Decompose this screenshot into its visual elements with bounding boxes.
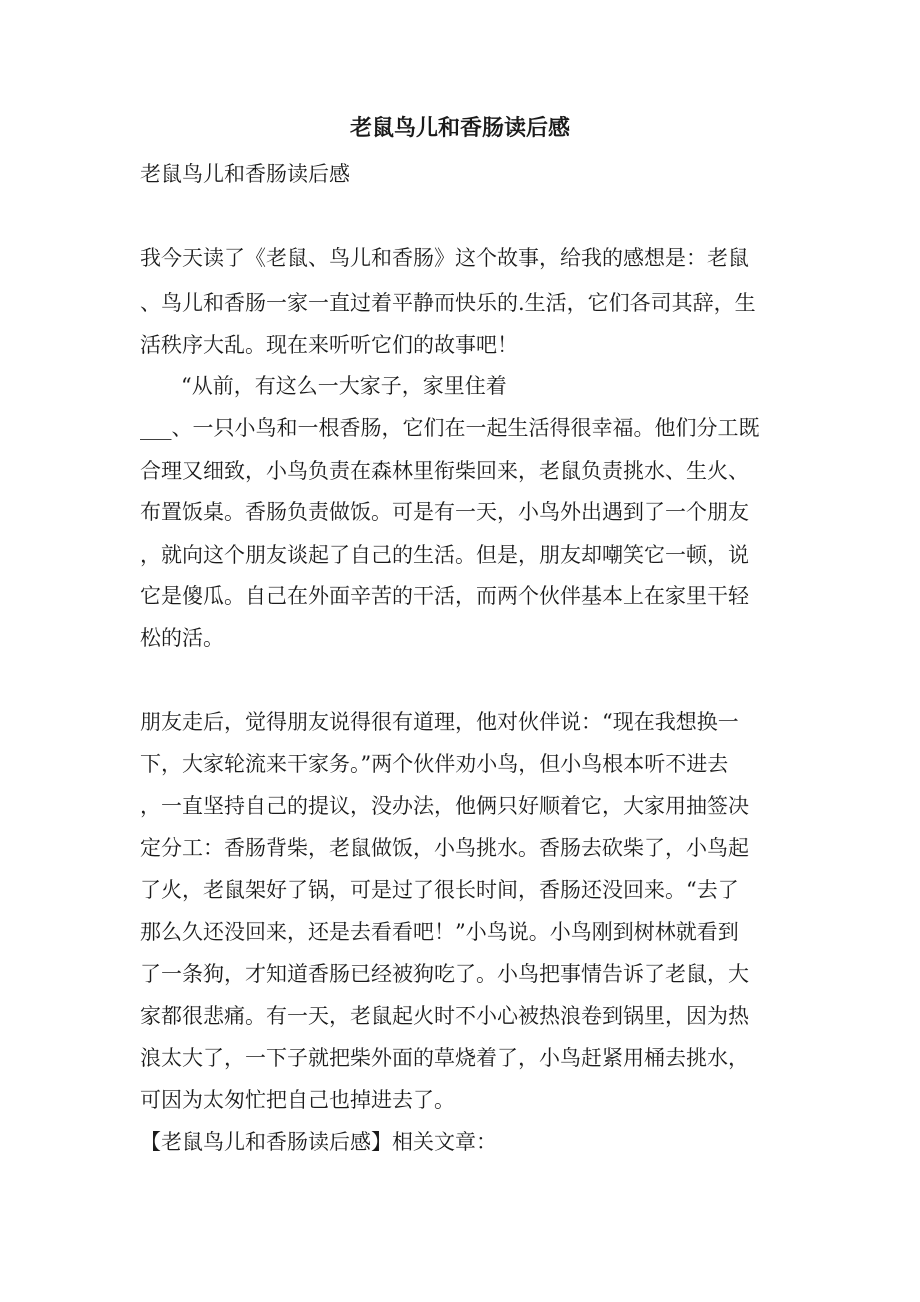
paragraph-3-line-3: ，一直坚持自己的提议，没办法，他俩只好顺着它，大家用抽签决 xyxy=(140,794,749,818)
paragraph-3-line-7: 了一条狗，才知道香肠已经被狗吃了。小鸟把事情告诉了老鼠，大 xyxy=(140,962,749,986)
paragraph-3-line-1: 朋友走后，觉得朋友说得很有道理，他对伙伴说：“现在我想换一 xyxy=(140,710,739,734)
paragraph-3-line-8: 家都很悲痛。有一天，老鼠起火时不小心被热浪卷到锅里，因为热 xyxy=(140,1004,749,1028)
paragraph-3-line-5: 了火，老鼠架好了锅，可是过了很长时间，香肠还没回来。“去了 xyxy=(140,878,739,902)
document-subtitle: 老鼠鸟儿和香肠读后感 xyxy=(140,162,350,186)
paragraph-1-line-2: 、鸟儿和香肠一家一直过着平静而快乐的.生活，它们各司其辞，生 xyxy=(140,291,756,315)
related-articles-heading: 【老鼠鸟儿和香肠读后感】相关文章： xyxy=(140,1130,497,1154)
paragraph-3-line-2: 下，大家轮流来干家务。”两个伙伴劝小鸟，但小鸟根本听不进去 xyxy=(140,752,729,776)
paragraph-1-line-1: 我今天读了《老鼠、鸟儿和香肠》这个故事，给我的感想是：老鼠 xyxy=(140,246,749,270)
paragraph-3-line-4: 定分工：香肠背柴，老鼠做饭，小鸟挑水。香肠去砍柴了，小鸟起 xyxy=(140,836,749,860)
paragraph-2-line-7: 松的活。 xyxy=(140,626,224,650)
paragraph-2-line-2: ___、一只小鸟和一根香肠，它们在一起生活得很幸福。他们分工既 xyxy=(140,416,760,440)
paragraph-2-line-4: 布置饭桌。香肠负责做饭。可是有一天，小鸟外出遇到了一个朋友 xyxy=(140,500,749,524)
paragraph-3-line-9: 浪太大了，一下子就把柴外面的草烧着了，小鸟赶紧用桶去挑水， xyxy=(140,1046,749,1070)
document-title: 老鼠鸟儿和香肠读后感 xyxy=(349,115,570,141)
paragraph-2-line-6: 它是傻瓜。自己在外面辛苦的干活，而两个伙伴基本上在家里干轻 xyxy=(140,584,749,608)
paragraph-3-line-10: 可因为太匆忙把自己也掉进去了。 xyxy=(140,1088,455,1112)
paragraph-2-line-3: 合理又细致，小鸟负责在森林里衔柴回来，老鼠负责挑水、生火、 xyxy=(140,459,749,483)
paragraph-3-line-6: 那么久还没回来，还是去看看吧！”小鸟说。小鸟刚到树林就看到 xyxy=(140,920,739,944)
paragraph-2-line-1: “从前，有这么一大家子，家里住着 xyxy=(181,374,507,398)
paragraph-2-line-5: ，就向这个朋友谈起了自己的生活。但是，朋友却嘲笑它一顿，说 xyxy=(140,543,749,567)
paragraph-1-line-3: 活秩序大乱。现在来听听它们的故事吧！ xyxy=(140,333,518,357)
